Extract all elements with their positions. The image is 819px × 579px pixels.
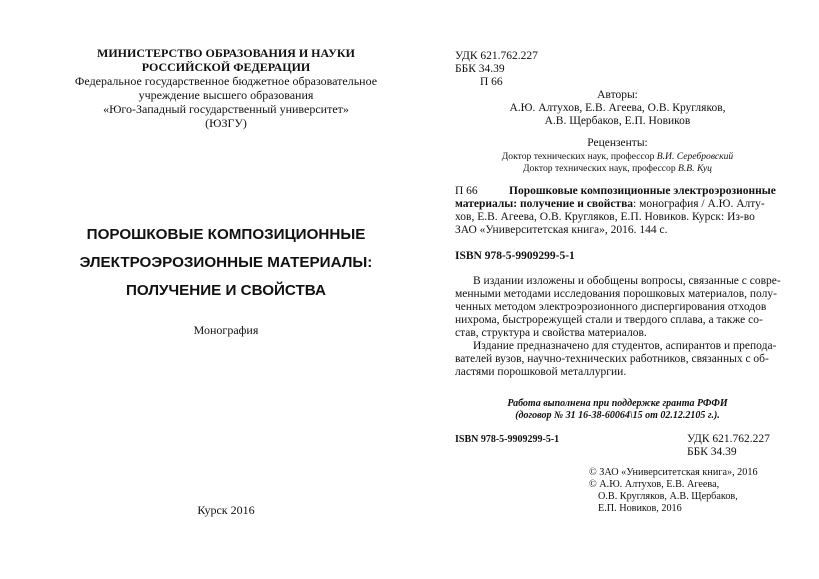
- bbk-code: ББК 34.39: [455, 63, 505, 75]
- book-title-line: ПОЛУЧЕНИЕ И СВОЙСТВА: [126, 282, 326, 299]
- copyright-line: О.В. Кругляков, А.В. Щербаков,: [598, 491, 738, 502]
- ministry-header: [40, 46, 412, 130]
- biblio-line: хов, Е.В. Агеева, О.В. Кругляков, Е.П. Новиков. Курск: Из-во: [455, 211, 755, 223]
- abstract-line: ластями порошковой металлургии.: [455, 366, 627, 378]
- grant-line: Работа выполнена при поддержке гранта РФФИ: [507, 398, 728, 409]
- book-title-line: ПОРОШКОВЫЕ КОМПОЗИЦИОННЫЕ: [86, 226, 366, 243]
- abstract-line: В издании изложены и обобщены вопросы, связанные с совре-: [473, 275, 781, 287]
- imprint-page: [455, 40, 780, 560]
- authors-label: Авторы:: [597, 89, 638, 101]
- udk-bottom: УДК 621.762.227: [687, 433, 770, 445]
- authors-line: А.Ю. Алтухов, Е.В. Агеева, О.В. Кругляков,: [509, 102, 726, 114]
- reviewer-title: Доктор технических наук, профессор: [523, 163, 679, 174]
- title-page: [40, 40, 412, 540]
- grant-line: (договор № 31 16-38-60064\15 от 02.12.2105 г.).: [515, 410, 720, 421]
- reviewer-name: В.И. Серебровский: [656, 151, 734, 162]
- isbn-bottom: ISBN 978-5-9909299-5-1: [455, 434, 560, 445]
- reviewer-title: Доктор технических наук, профессор: [501, 151, 657, 162]
- abstract-line: Издание предназначено для студентов, аспирантов и препода-: [473, 340, 777, 352]
- reviewer-name: В.В. Куц: [678, 163, 712, 174]
- biblio-rest: : монография / А.Ю. Алту-: [633, 198, 765, 210]
- reviewers-label: Рецензенты:: [587, 137, 648, 149]
- copyright-line: © А.Ю. Алтухов, Е.В. Агеева,: [589, 479, 720, 490]
- biblio-line: [455, 198, 765, 211]
- ministry-line: РОССИЙСКОЙ ФЕДЕРАЦИИ: [141, 60, 311, 74]
- udk-code: УДК 621.762.227: [455, 50, 538, 62]
- institution-line: «Юго-Западный государственный университет»: [103, 102, 349, 116]
- copyright-line: Е.П. Новиков, 2016: [598, 503, 682, 514]
- author-sign: П 66: [480, 76, 503, 88]
- authors-line: А.В. Щербаков, Е.П. Новиков: [544, 115, 691, 127]
- genre-label: Монография: [193, 323, 259, 337]
- biblio-title-cont: материалы: получение и свойства: [455, 198, 634, 210]
- abstract-line: нихрома, быстрорежущей стали и твердого сплава, а также со-: [455, 314, 763, 326]
- abstract-line: став, структура и свойства материалов.: [455, 327, 647, 339]
- institution-line: Федеральное государственное бюджетное образовательное: [74, 74, 378, 88]
- institution-line: учреждение высшего образования: [138, 88, 314, 102]
- city-year: Курск 2016: [197, 503, 255, 517]
- ministry-line: МИНИСТЕРСТВО ОБРАЗОВАНИЯ И НАУКИ: [97, 46, 355, 60]
- bbk-bottom: ББК 34.39: [687, 446, 737, 458]
- biblio-code: П 66: [455, 185, 478, 197]
- biblio-title: Порошковые композиционные электроэрозионные: [509, 185, 776, 197]
- abstract-line: менными методами исследования порошковых материалов, полу-: [455, 288, 777, 300]
- institution-line: (ЮЗГУ): [205, 116, 247, 130]
- reviewer-line: [455, 162, 780, 175]
- copyright-line: © ЗАО «Университетская книга», 2016: [589, 467, 758, 478]
- book-title-line: ЭЛЕКТРОЭРОЗИОННЫЕ МАТЕРИАЛЫ:: [79, 254, 373, 271]
- isbn: ISBN 978-5-9909299-5-1: [455, 250, 575, 262]
- abstract-line: ченных методом электроэрозионного диспергирования отходов: [455, 301, 767, 313]
- abstract-line: вателей вузов, научно-технических работников, связанных с об-: [455, 353, 769, 365]
- biblio-line: ЗАО «Университетская книга», 2016. 144 с.: [455, 224, 668, 236]
